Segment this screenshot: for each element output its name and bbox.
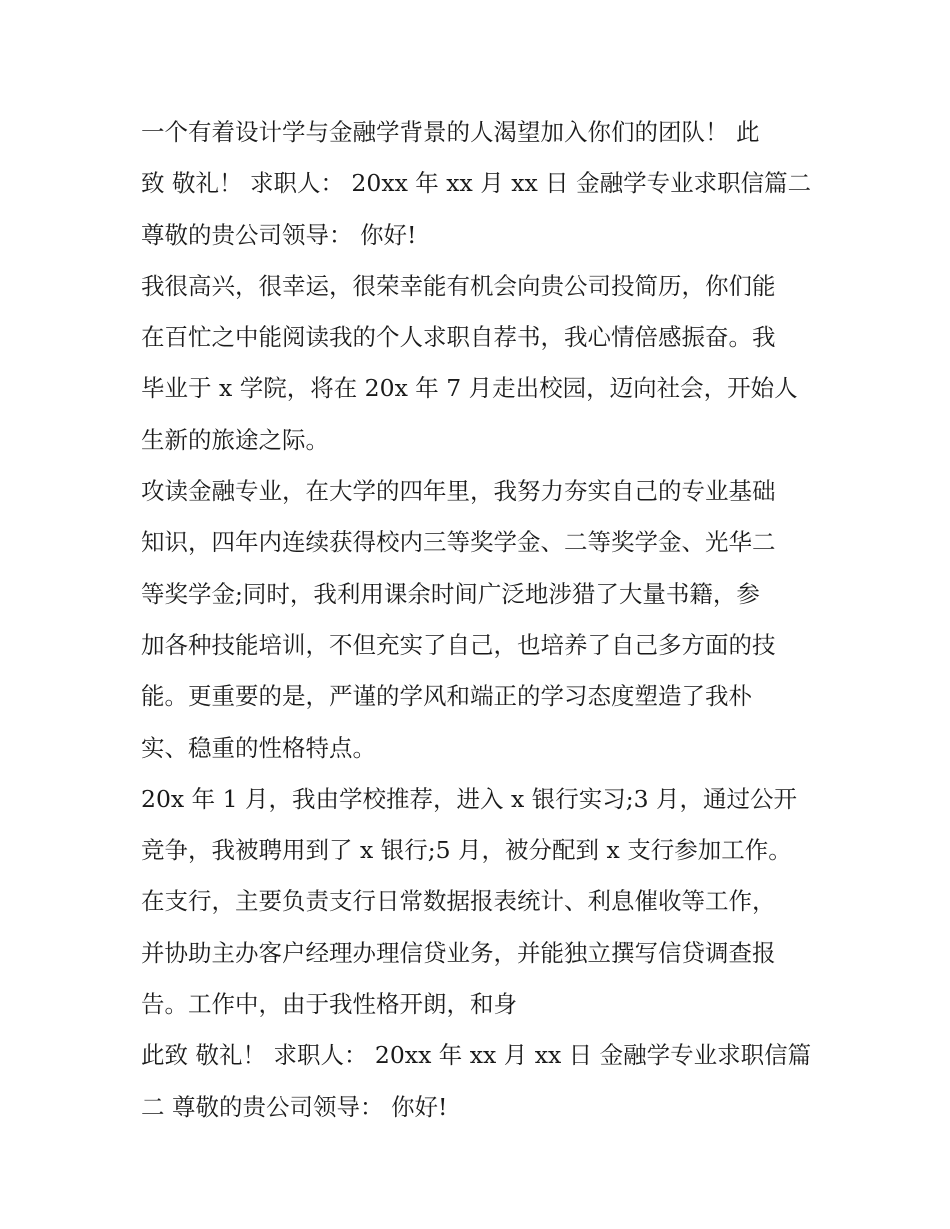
text-line: 竞争，我被聘用到了 x 银行;5 月，被分配到 x 支行参加工作。: [141, 836, 792, 865]
text-line: 毕业于 x 学院，将在 20x 年 7 月走出校园，迈向社会，开始人: [141, 374, 798, 403]
text-line: 知识，四年内连续获得校内三等奖学金、二等奖学金、光华二: [141, 528, 776, 557]
text-line: 攻读金融专业，在大学的四年里，我努力夯实自己的专业基础: [141, 477, 776, 506]
text-line: 在支行，主要负责支行日常数据报表统计、利息催收等工作，: [141, 887, 776, 916]
text-line: 生新的旅途之际。: [141, 425, 329, 454]
text-line: 我很高兴，很幸运，很荣幸能有机会向贵公司投简历，你们能: [141, 271, 776, 300]
text-line: 在百忙之中能阅读我的个人求职自荐书，我心情倍感振奋。我: [141, 323, 776, 352]
text-line: 此致 敬礼！ 求职人： 20xx 年 xx 月 xx 日 金融学专业求职信篇: [141, 1041, 812, 1070]
text-line: 20x 年 1 月，我由学校推荐，进入 x 银行实习;3 月，通过公开: [141, 784, 798, 813]
text-line: 致 敬礼！ 求职人： 20xx 年 xx 月 xx 日 金融学专业求职信篇二: [141, 169, 812, 198]
document-body: [141, 107, 821, 1133]
text-line: 一个有着设计学与金融学背景的人渴望加入你们的团队！ 此: [141, 118, 760, 146]
text-line: 能。更重要的是，严谨的学风和端正的学习态度塑造了我朴: [141, 682, 752, 711]
text-line: 等奖学金;同时，我利用课余时间广泛地涉猎了大量书籍，参: [141, 579, 760, 608]
text-line: 告。工作中，由于我性格开朗，和身: [141, 990, 517, 1019]
text-line: 尊敬的贵公司领导： 你好!: [141, 220, 417, 249]
text-line: 实、稳重的性格特点。: [141, 733, 376, 762]
text-line: 二 尊敬的贵公司领导： 你好!: [141, 1092, 448, 1121]
text-line: 加各种技能培训，不但充实了自己，也培养了自己多方面的技: [141, 630, 776, 659]
text-line: 并协助主办客户经理办理信贷业务，并能独立撰写信贷调查报: [141, 938, 776, 967]
